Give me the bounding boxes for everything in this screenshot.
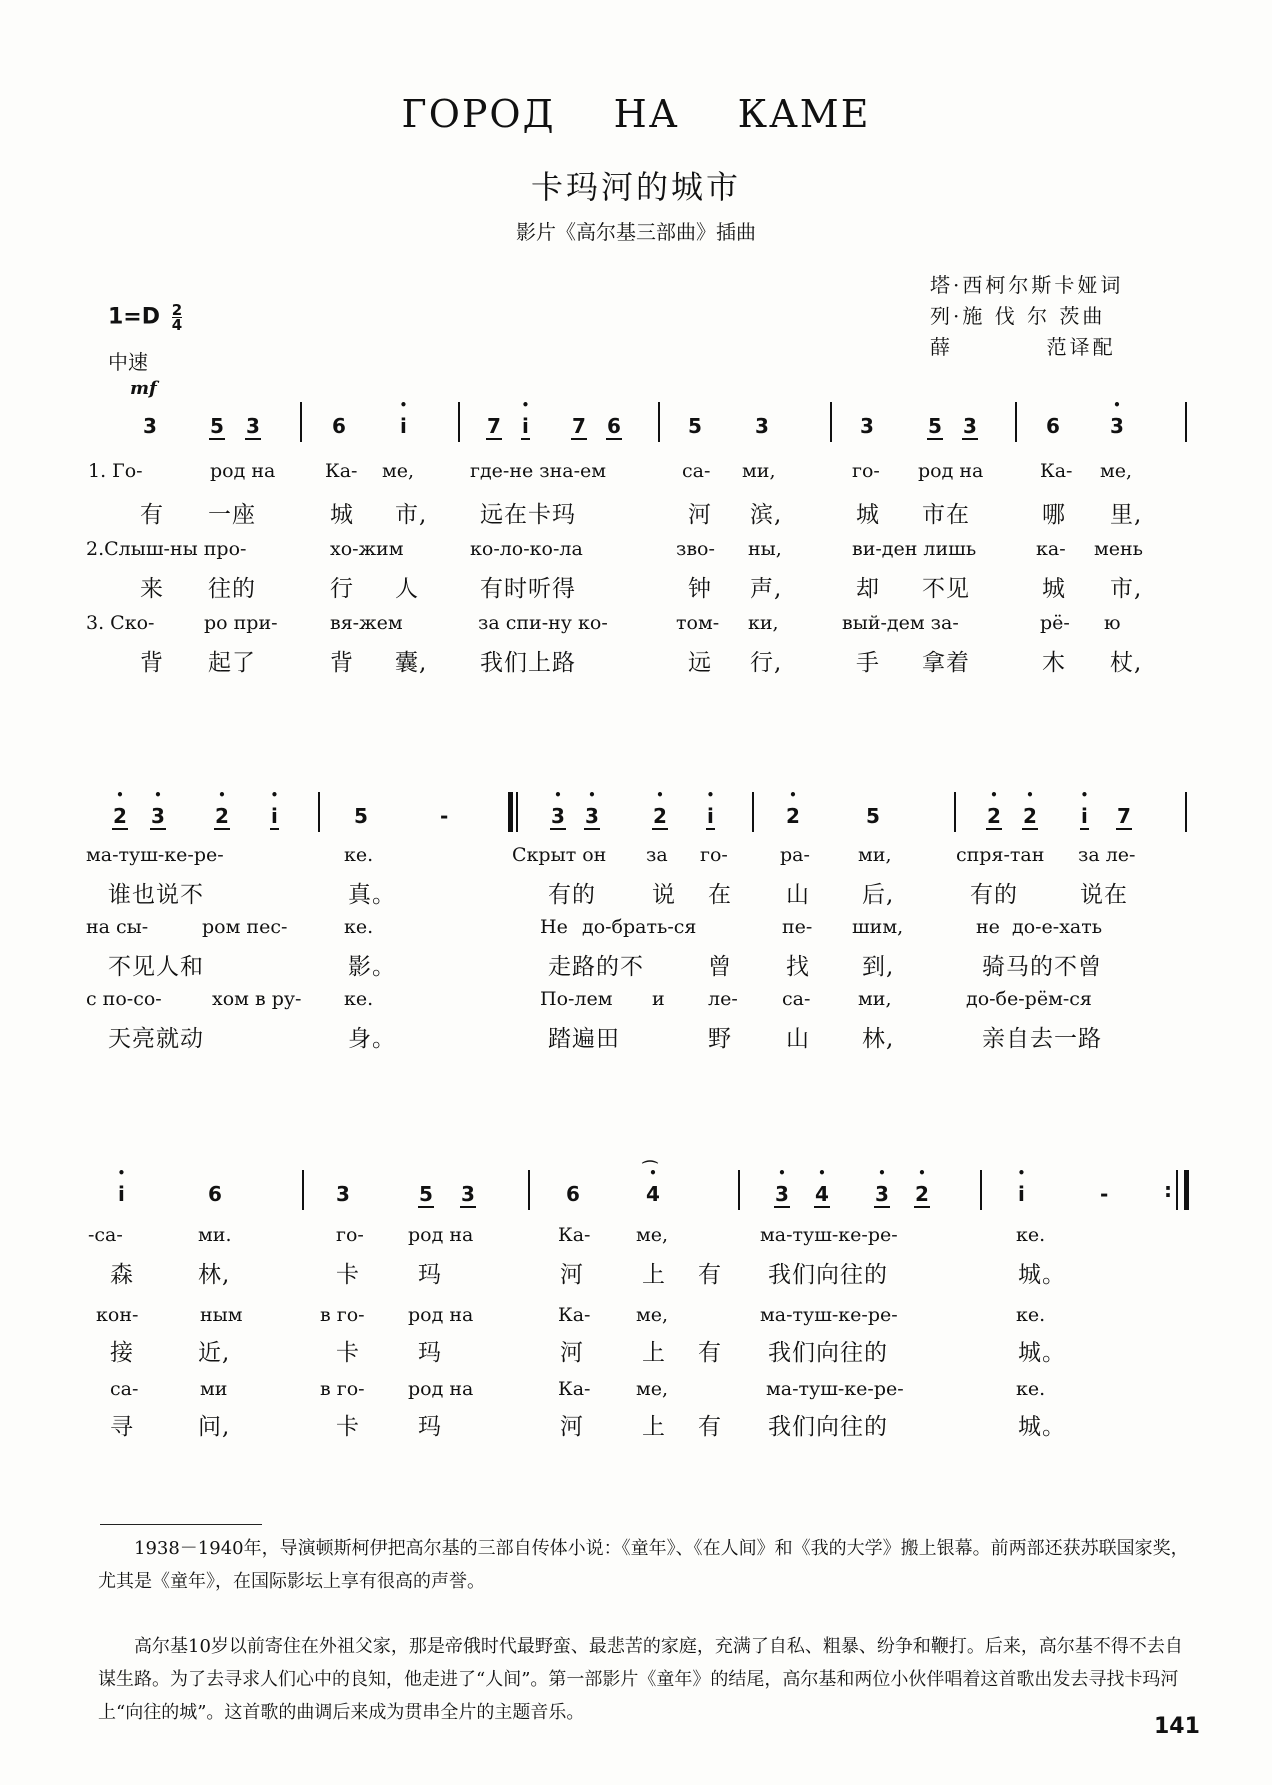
barline [318,792,320,832]
lyric: ке. [1016,1378,1046,1400]
time-top: 2 [171,301,183,319]
lyric: ке. [344,916,374,938]
title-word: ГОРОД [401,92,556,136]
note: 3 [963,414,977,438]
lyric: 林, [862,1026,895,1052]
title-word: КАМЕ [737,92,871,136]
lyric: 说在 [1080,882,1128,908]
note: 5 [354,804,368,828]
lyric: 到, [862,954,895,980]
lyric: вый-дем за- [842,612,959,634]
note: 5 [688,414,702,438]
barline [1185,402,1187,442]
lyric: 河 [688,502,712,528]
lyric: род на [210,460,276,482]
lyric: 里, [1110,502,1143,528]
barline [658,402,660,442]
lyric: 卡 [336,1414,360,1440]
lyric: 玛 [418,1340,442,1366]
lyric: 上 [642,1262,666,1288]
lyric: 杖, [1110,650,1143,676]
note: 5 [419,1182,433,1206]
lyric: зво- [676,538,715,560]
note: 3 [860,414,874,438]
barline [738,1170,740,1210]
note: 6 [208,1182,222,1206]
lyric: род на [408,1304,474,1326]
notes-row [0,788,1272,838]
note: • 3 [584,804,600,830]
lyric: 亲自去一路 [982,1026,1102,1052]
lyric: 囊, [395,650,428,676]
lyric: ро при- [204,612,278,634]
lyric: 钟 [688,576,712,602]
lyric: 有 [698,1414,722,1440]
note: 5 [210,414,224,438]
lyric: 寻 [110,1414,134,1440]
lyric: 接 [110,1340,134,1366]
lyric: 踏遍田 [548,1026,620,1052]
lyric: По-лем [540,988,613,1010]
lyric: 一座 [208,502,256,528]
time-bottom: 4 [171,316,183,334]
lyric: 后, [862,882,895,908]
lyric: 有时听得 [480,576,576,602]
lyric: 有 [698,1262,722,1288]
lyric: 行 [330,576,354,602]
lyric: до-бе-рём-ся [966,988,1092,1010]
barline [1176,1170,1178,1210]
lyric: ме, [1100,460,1133,482]
lyric: где-не зна-ем [470,460,607,482]
lyric: 市, [1110,576,1143,602]
title-word: НА [613,92,680,136]
barline [300,402,302,442]
note: 5 [866,804,880,828]
note: • i [521,414,530,440]
lyric: 不见 [922,576,970,602]
film-note: 影片《高尔基三部曲》插曲 [516,220,756,244]
lyric: 山 [786,1026,810,1052]
lyric: 城 [1042,576,1066,602]
lyric: ми [200,1378,228,1400]
translator-credit: 薛 范译配 [930,335,1116,359]
lyric: 声, [750,576,783,602]
lyric: 往的 [208,576,256,602]
note: 3 [246,414,260,438]
barline [954,792,956,832]
repeat-dots: : [1164,1178,1172,1202]
dynamic-marking: mf [130,378,157,399]
lyric: род на [918,460,984,482]
lyric: за спи-ну ко- [478,612,608,634]
barline [516,792,518,832]
lyric: 真。 [348,882,396,908]
song-subtitle: 卡玛河的城市 [530,168,741,206]
lyric: 手 [856,650,880,676]
note: • i [1018,1182,1025,1206]
note: • 3 [874,1182,890,1208]
note: • 3 [1110,414,1124,438]
key-signature [108,303,182,332]
footnote-divider [100,1524,262,1525]
barline [1015,402,1017,442]
lyric: 玛 [418,1414,442,1440]
lyric: 上 [642,1340,666,1366]
lyric: 找 [786,954,810,980]
lyric: не [976,916,1000,938]
lyric: за [646,844,668,866]
note: 6 [332,414,346,438]
barline [830,402,832,442]
lyric: 我们向往的 [768,1340,888,1366]
lyric: род на [408,1378,474,1400]
lyric: 有的 [970,882,1018,908]
note: - [1100,1182,1109,1206]
lyric: род на [408,1224,474,1246]
note: • 2 [652,804,668,830]
lyric: ви-ден лишь [852,538,977,560]
note: • 2 [112,804,128,830]
lyric: 滨, [750,502,783,528]
lyric: пе- [782,916,813,938]
lyric: 河 [560,1262,584,1288]
lyric: 行, [750,650,783,676]
note: • 4 [646,1182,660,1206]
lyric: 有 [698,1340,722,1366]
lyric: ке. [344,988,374,1010]
note: • 4 [814,1182,830,1208]
lyric: 影。 [348,954,396,980]
note: • 2 [786,804,800,828]
note: • 3 [150,804,166,830]
lyric: 上 [642,1414,666,1440]
lyric: спря-тан [956,844,1045,866]
lyric: 来 [140,576,164,602]
lyric: 远 [688,650,712,676]
note: • i [1080,804,1089,830]
lyric: 玛 [418,1262,442,1288]
lyric: с по-со- [86,988,162,1010]
key-label: 1=D [108,304,161,330]
lyric: 人 [395,576,419,602]
note: - [440,804,449,828]
lyric: 市, [395,502,428,528]
lyric: 城 [330,502,354,528]
lyric: Скрыт он [512,844,607,866]
lyric: 城。 [1018,1262,1066,1288]
lyric: го- [336,1224,364,1246]
lyric: Ка- [558,1378,591,1400]
lyric: рё- [1040,612,1070,634]
lyric: 曾 [708,954,732,980]
note: 3 [143,414,157,438]
lyric: в го- [320,1304,365,1326]
lyric: ми. [198,1224,232,1246]
lyric: ме, [636,1304,669,1326]
lyric: ра- [780,844,810,866]
notes-row [0,398,1272,448]
barline [1185,792,1187,832]
note: 5 [928,414,942,438]
lyric: ми, [858,844,892,866]
repeat-end [1184,1170,1189,1210]
lyric: 问, [198,1414,231,1440]
lyric: ко-ло-ко-ла [470,538,583,560]
footnote-paragraph: 高尔基10岁以前寄住在外祖父家，那是帝俄时代最野蛮、最悲苦的家庭，充满了自私、粗暴、纷争和鞭打。后来，高尔基不得不去自谋生路。为了去寻求人们心中的良知，他走进了“人间”。第一部影片《童年》的结尾，高尔基和两位小伙伴唱着这首歌出发去寻找卡玛河上“向往的城”。这首歌的曲调后来成为贯串全片的主题音乐。 [98,1636,1183,1723]
note: • 3 [774,1182,790,1208]
lyric: 1. Го- [88,460,143,482]
lyric: 卡 [336,1340,360,1366]
lyric: том- [676,612,720,634]
lyric: 却 [856,576,880,602]
lyric: ме, [636,1378,669,1400]
note: 3 [336,1182,350,1206]
lyric: ма-туш-ке-ре- [766,1378,904,1400]
note: • 2 [1022,804,1038,830]
lyric: ка- [1036,538,1066,560]
repeat-start [508,792,513,832]
barline [302,1170,304,1210]
lyric: хо-жим [330,538,404,560]
lyric: 3. Ско- [86,612,155,634]
lyric: 我们向往的 [768,1414,888,1440]
barline [980,1170,982,1210]
lyric: 2.Слыш-ны про- [86,538,247,560]
note: • i [400,414,407,438]
lyric: 近, [198,1340,231,1366]
lyric: за ле- [1078,844,1136,866]
note: 7 [487,414,501,438]
lyric: Ка- [558,1224,591,1246]
note: • i [118,1182,125,1206]
lyric: ки, [748,612,779,634]
lyric: ма-туш-ке-ре- [760,1224,898,1246]
lyric: ке. [1016,1304,1046,1326]
lyric: 在 [708,882,732,908]
footnote-paragraph: 1938－1940年，导演顿斯柯伊把高尔基的三部自传体小说：《童年》、《在人间》和《我的大学》搬上银幕。前两部还获苏联国家奖，尤其是《童年》，在国际影坛上享有很高的声誉。 [98,1538,1189,1592]
note: 7 [1117,804,1131,828]
lyric: 木 [1042,650,1066,676]
lyric: 城。 [1018,1414,1066,1440]
lyric: 谁也说不 [108,882,204,908]
barline [528,1170,530,1210]
lyric: -са- [88,1224,123,1246]
lyric: на сы- [86,916,149,938]
barline [458,402,460,442]
lyric: хом в ру- [212,988,302,1010]
lyric: 我们向往的 [768,1262,888,1288]
lyric: 卡 [336,1262,360,1288]
lyric: са- [110,1378,139,1400]
lyric: 林, [198,1262,231,1288]
lyric: 走路的不 [548,954,644,980]
note: • 2 [214,804,230,830]
lyric: ке. [344,844,374,866]
page-number: 141 [1154,1714,1200,1739]
lyric: 远在卡玛 [480,502,576,528]
note: • i [706,804,715,830]
lyric: Ка- [558,1304,591,1326]
lyric: 城。 [1018,1340,1066,1366]
lyric: Ка- [325,460,358,482]
lyric: мень [1094,538,1144,560]
lyric: 城 [856,502,880,528]
lyric: 河 [560,1414,584,1440]
lyric: 野 [708,1026,732,1052]
lyric: 背 [140,650,164,676]
composer-credit: 列·施 伐 尔 茨曲 [930,304,1106,328]
song-title [0,92,1272,136]
lyric: ны, [748,538,782,560]
note: • 2 [986,804,1002,830]
lyric: ма-туш-ке-ре- [86,844,224,866]
lyric: 骑马的不曾 [982,954,1102,980]
lyricist-credit: 塔·西柯尔斯卡娅词 [930,273,1124,297]
lyric: кон- [96,1304,139,1326]
lyric: 起了 [208,650,256,676]
lyric: го- [700,844,728,866]
lyric: ми, [742,460,776,482]
lyric: 山 [786,882,810,908]
lyric: 不见人和 [108,954,204,980]
lyric: до-е-хать [1012,916,1103,938]
lyric: 我们上路 [480,650,576,676]
note: 3 [461,1182,475,1206]
lyric: ке. [1016,1224,1046,1246]
lyric: са- [782,988,811,1010]
lyric: Не [540,916,568,938]
note: • i [270,804,279,830]
note: • 3 [550,804,566,830]
lyric: до-брать-ся [582,916,697,938]
note: 6 [566,1182,580,1206]
time-signature [172,303,182,332]
lyric: 天亮就动 [108,1026,204,1052]
barline [752,792,754,832]
lyric: ром пес- [202,916,288,938]
lyric: ме, [382,460,415,482]
notes-row [0,1159,1272,1216]
lyric: в го- [320,1378,365,1400]
lyric: ми, [858,988,892,1010]
lyric: 有的 [548,882,596,908]
note: • 2 [914,1182,930,1208]
note: 3 [755,414,769,438]
fermata-icon: ⌒ [642,1159,659,1178]
lyric: 森 [110,1262,134,1288]
lyric: 说 [652,882,676,908]
lyric: 有 [140,502,164,528]
lyric: ме, [636,1224,669,1246]
lyric: го- [852,460,880,482]
note: 7 [572,414,586,438]
lyric: ма-туш-ке-ре- [760,1304,898,1326]
lyric: 身。 [348,1026,396,1052]
lyric: 哪 [1042,502,1066,528]
lyric: 河 [560,1340,584,1366]
lyric: ным [200,1304,243,1326]
lyric: са- [682,460,711,482]
lyric: шим, [852,916,904,938]
credits [930,270,1123,363]
lyric: ле- [708,988,738,1010]
lyric: 市在 [922,502,970,528]
note: 6 [1046,414,1060,438]
lyric: и [652,988,665,1010]
lyric: 背 [330,650,354,676]
note: 6 [607,414,621,438]
lyric: Ка- [1040,460,1073,482]
lyric: ю [1104,612,1121,634]
lyric: вя-жем [330,612,403,634]
tempo-marking: 中速 [108,350,148,374]
lyric: 拿着 [922,650,970,676]
